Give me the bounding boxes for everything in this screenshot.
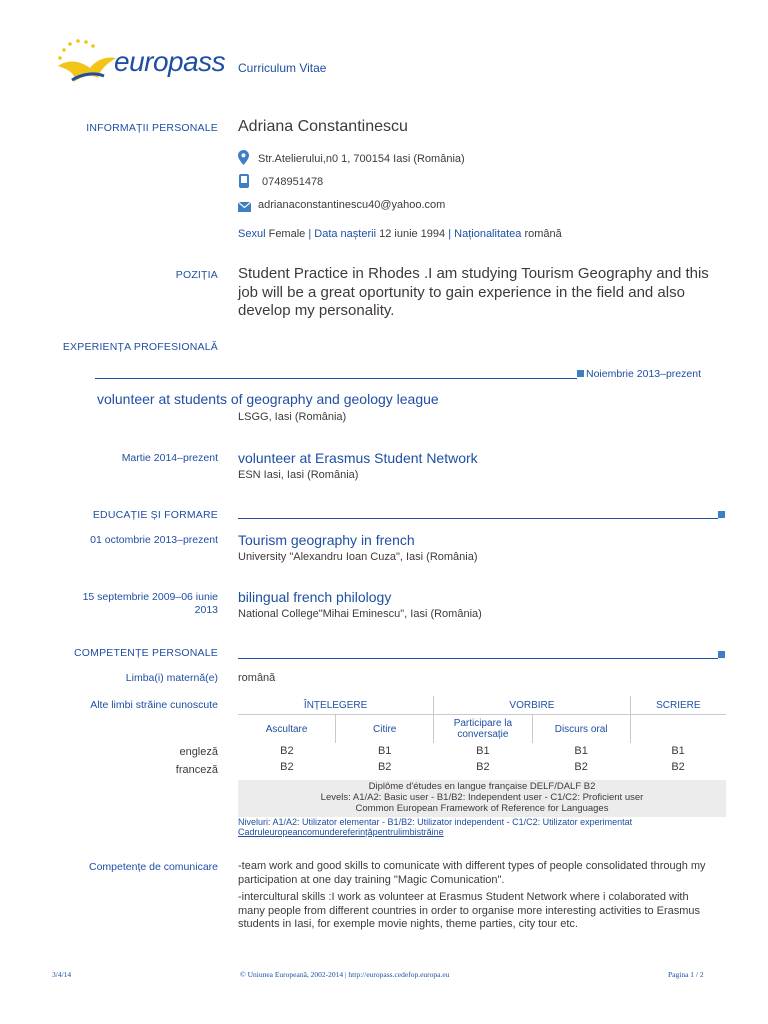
communication-skills-text — [238, 860, 718, 932]
other-languages-label: Alte limbi străine cunoscute — [90, 699, 218, 711]
experience-section-label: EXPERIENȚA PROFESIONALĂ — [62, 341, 218, 353]
language-row — [238, 743, 726, 759]
certificate-line: Common European Framework of Reference for Languages — [355, 803, 609, 814]
sex-label: Sexul — [238, 228, 266, 240]
nationality-value: română — [524, 228, 562, 240]
conversation-header: Participare la conversație — [434, 715, 532, 744]
address: Str.Atelierului,n0 1, 700154 Iasi (România) — [258, 153, 465, 165]
europass-wordmark: europass — [114, 46, 226, 77]
email-icon — [238, 199, 251, 217]
skills-rule-marker — [718, 651, 725, 658]
certificate-line: Diplôme d'études en langue française DELF/DALF B2 — [368, 781, 596, 792]
level-cell: B2 — [280, 761, 294, 773]
birth-date-value: 12 iunie 1994 — [379, 228, 446, 240]
birth-date-label: Data nașterii — [314, 228, 377, 240]
experience-organization: ESN Iasi, Iasi (România) — [238, 469, 359, 481]
language-row — [238, 759, 726, 775]
speaking-header: VORBIRE — [434, 696, 630, 715]
personal-info-label: INFORMAȚII PERSONALE — [86, 122, 218, 134]
footer-date: 3/4/14 — [52, 970, 72, 979]
experience-rule — [95, 378, 577, 379]
skills-rule — [238, 658, 718, 659]
writing-subheader — [630, 715, 726, 744]
level-cell: B2 — [574, 761, 588, 773]
oral-discourse-header: Discurs oral — [532, 715, 630, 744]
writing-header: SCRIERE — [630, 696, 726, 715]
education-rule — [238, 518, 718, 519]
document-type: Curriculum Vitae — [238, 61, 327, 75]
language-name: franceză — [175, 764, 218, 776]
language-table — [238, 696, 726, 775]
education-rule-marker — [718, 511, 725, 518]
level-cell: B2 — [280, 745, 294, 757]
nationality-label: Naționalitatea — [454, 228, 522, 240]
europass-logo — [52, 36, 226, 88]
certificate-box — [238, 780, 726, 817]
level-cell: B2 — [377, 761, 392, 773]
location-pin-icon — [238, 150, 249, 170]
footer-page-number: Pagina 1 / 2 — [668, 970, 704, 979]
sex-value: Female — [268, 228, 306, 240]
footer-copyright: © Uniunea Europeană, 2002-2014 | http://europass.cedefop.europa.eu — [240, 970, 450, 979]
level-cell: B2 — [671, 761, 685, 773]
education-section-label: EDUCAȚIE ȘI FORMARE — [92, 509, 218, 521]
education-date: 15 septembrie 2009–06 iunie 2013 — [82, 591, 218, 616]
certificate-line: Levels: A1/A2: Basic user - B1/B2: Independent user - C1/C2: Proficient user — [320, 792, 644, 803]
separator: | — [308, 228, 312, 240]
skills-section-label: COMPETENȚE PERSONALE — [73, 647, 218, 659]
experience-organization: LSGG, Iasi (România) — [238, 411, 347, 423]
understanding-header: ÎNȚELEGERE — [238, 696, 434, 715]
level-cell: B1 — [671, 745, 685, 757]
phone-number: 0748951478 — [262, 176, 324, 188]
experience-title: volunteer at students of geography and geology league — [97, 391, 439, 407]
level-cell: B1 — [574, 745, 588, 757]
communication-skills-label: Competențe de comunicare — [89, 861, 218, 873]
position-label: POZIȚIA — [175, 269, 218, 281]
mother-tongue-label: Limba(i) maternă(e) — [125, 672, 218, 684]
experience-date: Martie 2014–prezent — [121, 452, 218, 464]
education-institution: National College"Mihai Eminescu", Iasi (România) — [238, 608, 482, 620]
position-text: Student Practice in Rhodes .I am studying Tourism Geography and this job will be a great oportunity to gain experience in the field and also develop my personality. — [238, 265, 709, 319]
email-address[interactable]: adrianaconstantinescu40@yahoo.com — [258, 199, 446, 211]
framework-link[interactable]: Cadruleuropeancomundereferințăpentrulimbistrăine — [238, 827, 444, 837]
education-title: Tourism geography in french — [238, 532, 415, 548]
europass-star-figure-icon — [52, 36, 122, 88]
personal-details-line — [238, 228, 562, 240]
education-date: 01 octombrie 2013–prezent — [90, 534, 218, 546]
communication-paragraph: -team work and good skills to comunicate with different types of people consolidated through my participation at one day training "Magic Comunication". — [238, 860, 706, 886]
communication-paragraph: -intercultural skills :I work as volunteer at Erasmus Student Network where i colaborated with many people from different countries in order to organise more interesting activities to Erasmus students in Iasi, for exemple movie nights, theme parties, city tour etc. — [238, 891, 701, 930]
levels-note: Niveluri: A1/A2: Utilizator elementar - B1/B2: Utilizator independent - C1/C2: Utilizator experimentat — [238, 817, 633, 827]
mother-tongue-value: română — [238, 672, 276, 684]
mobile-phone-icon — [239, 174, 249, 193]
listening-header: Ascultare — [265, 723, 308, 735]
experience-date: Noiembrie 2013–prezent — [586, 368, 701, 380]
separator: | — [448, 228, 452, 240]
language-name: engleză — [179, 746, 218, 758]
level-cell: B1 — [476, 745, 490, 757]
person-name: Adriana Constantinescu — [238, 118, 408, 135]
reading-header: Citire — [336, 715, 434, 744]
level-cell: B1 — [377, 745, 392, 757]
education-institution: University "Alexandru Ioan Cuza", Iasi (România) — [238, 551, 478, 563]
level-cell: B2 — [476, 761, 490, 773]
experience-rule-marker — [577, 370, 584, 377]
experience-title: volunteer at Erasmus Student Network — [238, 450, 478, 466]
education-title: bilingual french philology — [238, 589, 392, 605]
